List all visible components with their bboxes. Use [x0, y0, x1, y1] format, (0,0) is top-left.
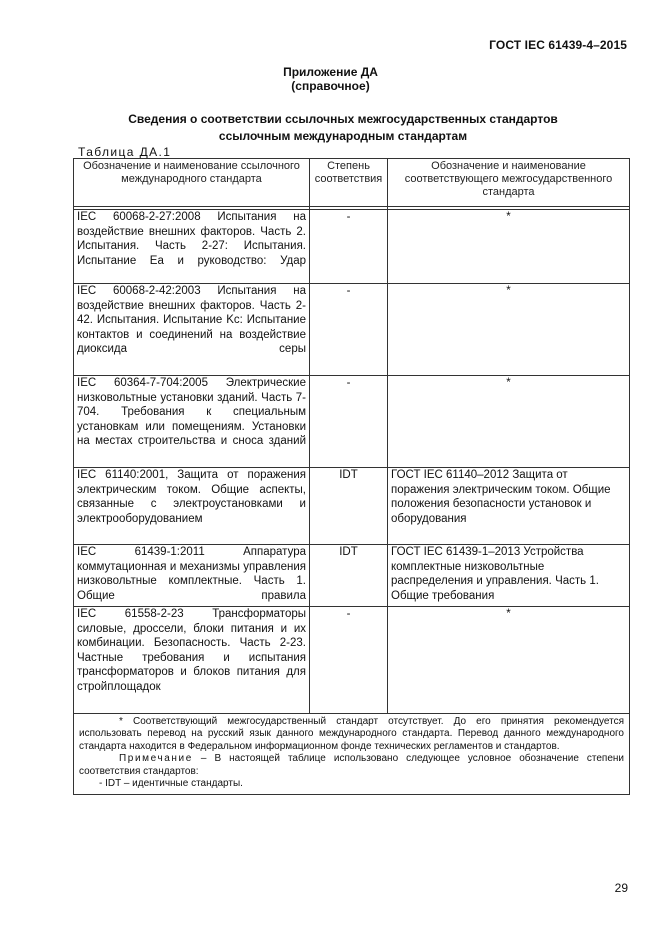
international-standard-cell: IEC 60068-2-27:2008 Испытания на воздействие внешних факторов. Часть 2. Испытания. Часть 2-27: Испытания. Испытание Ea и руководство: Удар: [74, 210, 310, 284]
footnote-text: * Соответствующий межгосударственный стандарт отсутствует. До его принятия рекомендуется использовать перевод на русский язык данного международного стандарта. Перевод данного международного стандарта находится в Федеральном информационном фонде технических регламентов и стандартов.: [79, 716, 624, 752]
note-label: Примечание: [119, 753, 193, 765]
column-header-degree: Степень соответствия: [310, 159, 388, 207]
appendix-heading: [0, 65, 661, 93]
note-text: – В настоящей таблице использовано следующее условное обозначение степени соответствия стандартов:: [79, 753, 624, 777]
section-title-line1: Сведения о соответствии ссылочных межгосударственных стандартов: [128, 112, 558, 126]
degree-cell: -: [310, 607, 388, 714]
degree-cell: -: [310, 210, 388, 284]
column-header-international: Обозначение и наименование ссылочного международного стандарта: [74, 159, 310, 207]
table-row: [74, 468, 630, 545]
page-number: 29: [614, 881, 628, 895]
national-standard-cell: ГОСТ IEC 61439-1–2013 Устройства комплектные низковольтные распределения и управления. Часть 1. Общие требования: [388, 545, 630, 607]
appendix-subtitle: (справочное): [291, 79, 370, 93]
international-standard-cell: IEC 61439-1:2011 Аппаратура коммутационная и механизмы управления низковольтные комплектные. Часть 1. Общие правила: [74, 545, 310, 607]
table-notes-cell: [74, 714, 630, 795]
national-standard-cell: *: [388, 376, 630, 468]
table-row: [74, 210, 630, 284]
section-heading: [0, 111, 661, 145]
appendix-title: Приложение ДА: [283, 65, 378, 79]
international-standard-cell: IEC 61140:2001, Защита от поражения электрическим током. Общие аспекты, связанные с электроустановками и электрооборудованием: [74, 468, 310, 545]
table-row: [74, 376, 630, 468]
table-row: [74, 607, 630, 714]
table-header-row: [74, 159, 630, 207]
column-header-national: Обозначение и наименование соответствующего межгосударственного стандарта: [388, 159, 630, 207]
note-item: - IDT – идентичные стандарты.: [99, 778, 243, 790]
national-standard-cell: ГОСТ IEC 61140–2012 Защита от поражения электрическим током. Общие положения безопасности установок и оборудования: [388, 468, 630, 545]
table-caption: Таблица ДА.1: [78, 145, 172, 159]
degree-cell: IDT: [310, 468, 388, 545]
national-standard-cell: *: [388, 607, 630, 714]
section-title-line2: ссылочным международным стандартам: [218, 129, 468, 143]
degree-cell: -: [310, 376, 388, 468]
correspondence-table: [73, 158, 630, 795]
international-standard-cell: IEC 60068-2-42:2003 Испытания на воздействие внешних факторов. Часть 2-42. Испытания. Испытание Kc: Испытание контактов и соединений на воздействие диоксида серы: [74, 284, 310, 376]
degree-cell: IDT: [310, 545, 388, 607]
international-standard-cell: IEC 60364-7-704:2005 Электрические низковольтные установки зданий. Часть 7-704. Требования к специальным установкам или помещениям. Установки на местах строительства и сноса зданий: [74, 376, 310, 468]
table-row: [74, 545, 630, 607]
national-standard-cell: *: [388, 284, 630, 376]
international-standard-cell: IEC 61558-2-23 Трансформаторы силовые, дроссели, блоки питания и их комбинации. Безопасность. Часть 2-23. Частные требования и испытания трансформаторов и блоков питания для стройплощадок: [74, 607, 310, 714]
table-row: [74, 284, 630, 376]
degree-cell: -: [310, 284, 388, 376]
document-code-header: ГОСТ IEC 61439-4–2015: [489, 38, 627, 52]
table-notes-row: [74, 714, 630, 795]
national-standard-cell: *: [388, 210, 630, 284]
note-paragraph: [79, 753, 624, 778]
